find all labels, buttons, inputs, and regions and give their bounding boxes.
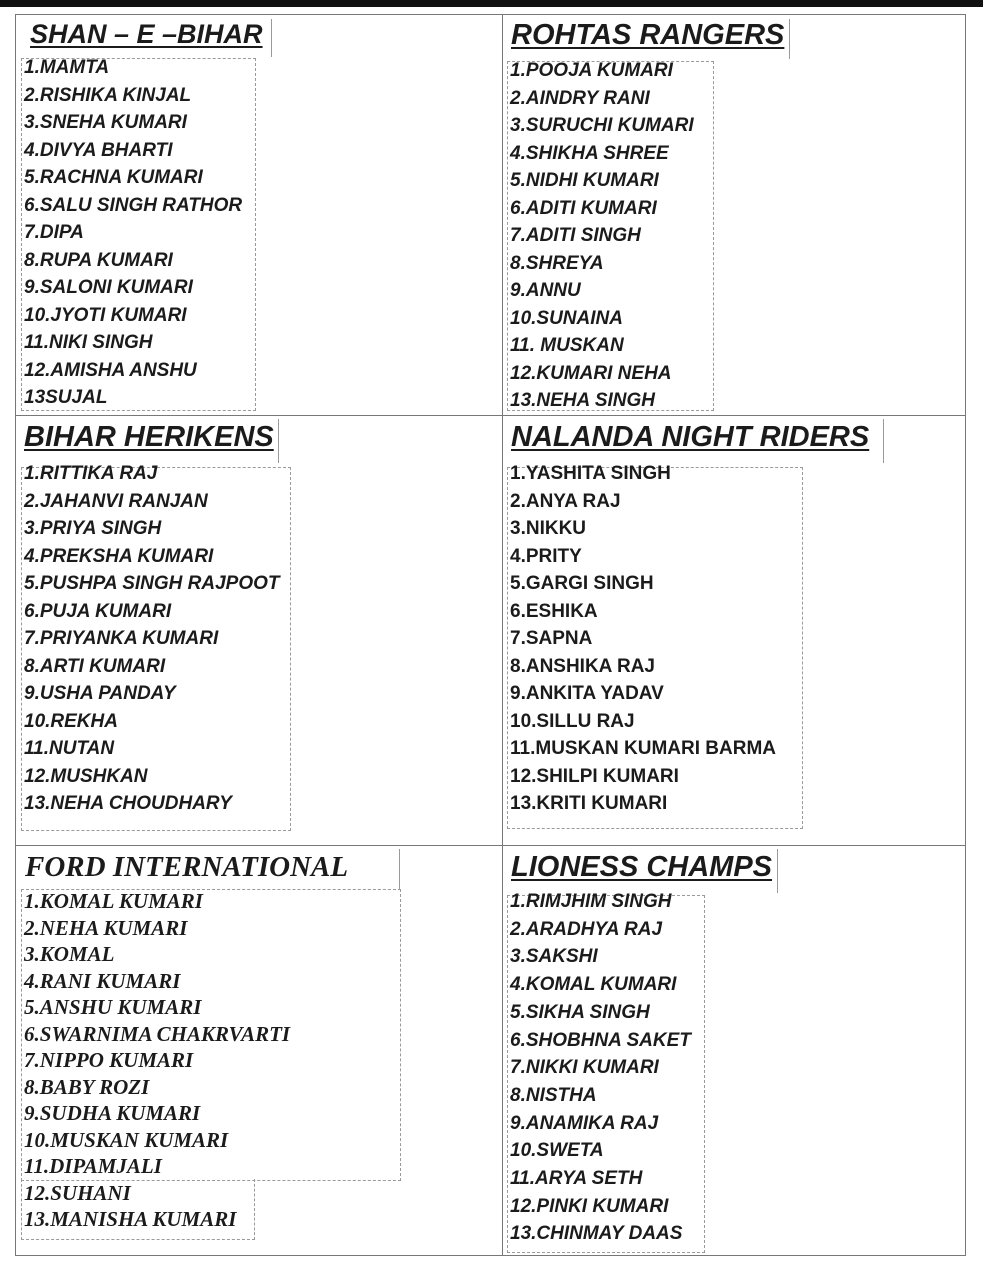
player-item: 7.PRIYANKA KUMARI (24, 628, 219, 649)
player-item: 13SUJAL (24, 387, 108, 408)
player-item: 8.RUPA KUMARI (24, 249, 173, 271)
player-item: 13.KRITI KUMARI (510, 793, 668, 814)
player-item: 5.ANSHU KUMARI (24, 995, 202, 1019)
player-item: 6.SALU SINGH RATHOR (24, 194, 243, 216)
player-item: 11.NUTAN (24, 738, 115, 759)
player-item: 6.PUJA KUMARI (24, 600, 172, 622)
team-card-bihar-herikens (16, 415, 502, 845)
player-item: 1.RIMJHIM SINGH (510, 891, 672, 912)
player-item: 7.NIKKI KUMARI (510, 1057, 659, 1079)
player-item: 8.SHREYA (510, 252, 604, 274)
player-item: 3.PRIYA SINGH (24, 518, 162, 539)
player-item: 8.ANSHIKA RAJ (510, 655, 655, 677)
player-item: 5.PUSHPA SINGH RAJPOOT (24, 573, 280, 594)
team-card-rohtas-rangers (502, 15, 967, 415)
player-item: 7.SAPNA (510, 628, 593, 649)
team-card-ford-international (16, 845, 502, 1257)
player-item: 5.SIKHA SINGH (510, 1001, 650, 1023)
player-item: 12.SUHANI (24, 1180, 131, 1205)
player-item: 13.NEHA CHOUDHARY (24, 793, 232, 814)
player-item: 2.ANYA RAJ (510, 490, 621, 512)
player-item: 4.RANI KUMARI (24, 968, 181, 993)
player-item: 9.ANAMIKA RAJ (510, 1112, 659, 1134)
player-item: 4.PRITY (510, 545, 582, 567)
player-item: 4.SHIKHA SHREE (510, 142, 669, 164)
player-item: 13.MANISHA KUMARI (24, 1207, 237, 1231)
player-item: 12.MUSHKAN (24, 765, 148, 787)
player-item: 1.MAMTA (24, 57, 110, 78)
player-item: 6.ADITI KUMARI (510, 197, 657, 219)
player-item: 2.NEHA KUMARI (24, 915, 188, 940)
top-edge-bar (0, 0, 983, 7)
player-item: 3.SAKSHI (510, 946, 598, 968)
player-item: 2.AINDRY RANI (510, 87, 650, 109)
player-item: 8.NISTHA (510, 1084, 597, 1106)
teams-grid (15, 14, 966, 1256)
player-item: 4.KOMAL KUMARI (510, 974, 677, 996)
player-item: 10.SWETA (510, 1140, 604, 1162)
player-item: 7.DIPA (24, 222, 84, 243)
player-item: 12.PINKI KUMARI (510, 1195, 669, 1217)
player-item: 11.ARYA SETH (510, 1168, 643, 1189)
player-item: 11. MUSKAN (510, 335, 624, 356)
team-name: FORD INTERNATIONAL (25, 851, 349, 883)
player-item: 6.SWARNIMA CHAKRVARTI (24, 1021, 291, 1046)
team-name: BIHAR HERIKENS (24, 421, 274, 453)
team-card-shan-e-bihar (16, 15, 502, 415)
team-name: SHAN – E –BIHAR (30, 19, 263, 49)
team-name: NALANDA NIGHT RIDERS (511, 421, 870, 453)
player-item: 13.NEHA SINGH (510, 390, 655, 411)
player-item: 1.RITTIKA RAJ (24, 463, 158, 484)
player-item: 1.KOMAL KUMARI (24, 889, 203, 913)
team-name: LIONESS CHAMPS (511, 851, 773, 883)
player-item: 4.DIVYA BHARTI (24, 139, 173, 161)
player-item: 10.JYOTI KUMARI (24, 304, 187, 326)
player-item: 8.ARTI KUMARI (24, 655, 166, 677)
player-item: 12.SHILPI KUMARI (510, 765, 679, 787)
player-item: 5.RACHNA KUMARI (24, 167, 203, 188)
player-item: 7.NIPPO KUMARI (24, 1048, 194, 1072)
player-item: 7.ADITI SINGH (510, 225, 641, 246)
player-item: 9.SUDHA KUMARI (24, 1101, 201, 1125)
player-item: 8.BABY ROZI (24, 1074, 150, 1099)
player-item: 9.ANKITA YADAV (510, 683, 664, 704)
player-item: 11.DIPAMJALI (24, 1154, 162, 1178)
player-item: 9.ANNU (510, 280, 581, 301)
player-item: 11.NIKI SINGH (24, 332, 153, 353)
player-item: 13.CHINMAY DAAS (510, 1223, 683, 1245)
player-item: 2.JAHANVI RANJAN (24, 490, 208, 512)
player-item: 2.RISHIKA KINJAL (24, 84, 192, 106)
player-item: 6.ESHIKA (510, 600, 598, 622)
player-item: 5.GARGI SINGH (510, 573, 654, 594)
player-item: 10.REKHA (24, 710, 118, 732)
player-item: 4.PREKSHA KUMARI (24, 545, 214, 567)
player-item: 2.ARADHYA RAJ (510, 918, 663, 940)
player-item: 11.MUSKAN KUMARI BARMA (510, 738, 777, 759)
team-card-lioness-champs (502, 845, 967, 1257)
player-item: 10.SUNAINA (510, 307, 623, 329)
player-item: 6.SHOBHNA SAKET (510, 1029, 691, 1051)
player-item: 3.KOMAL (24, 942, 115, 966)
player-item: 1.YASHITA SINGH (510, 463, 671, 484)
team-name: ROHTAS RANGERS (511, 19, 785, 51)
player-item: 12.KUMARI NEHA (510, 362, 672, 384)
player-item: 10.MUSKAN KUMARI (24, 1127, 229, 1152)
player-item: 9.USHA PANDAY (24, 683, 176, 704)
player-item: 3.SNEHA KUMARI (24, 112, 187, 133)
player-item: 3.SURUCHI KUMARI (510, 115, 694, 136)
player-item: 12.AMISHA ANSHU (24, 359, 197, 381)
player-item: 3.NIKKU (510, 518, 587, 539)
team-card-nalanda-night-riders (502, 415, 967, 845)
player-item: 9.SALONI KUMARI (24, 277, 193, 298)
player-item: 1.POOJA KUMARI (510, 60, 673, 81)
player-item: 10.SILLU RAJ (510, 710, 635, 732)
player-item: 5.NIDHI KUMARI (510, 170, 659, 191)
